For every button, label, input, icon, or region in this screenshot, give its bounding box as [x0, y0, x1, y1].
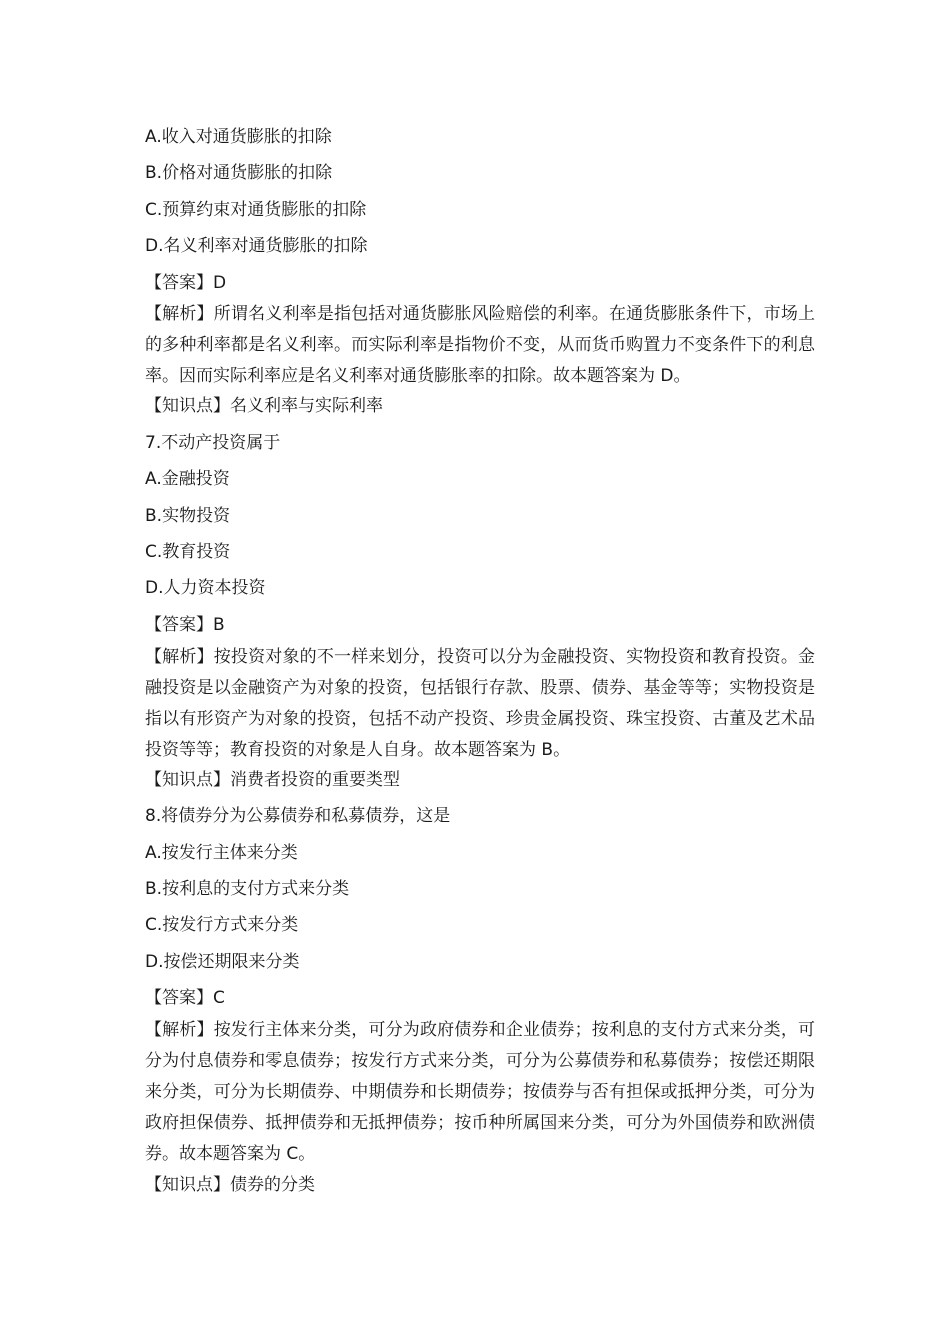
q7-option-a: A.金融投资	[145, 469, 230, 489]
q8-knowledge-point: 【知识点】债券的分类	[145, 1175, 315, 1195]
q7-answer: 【答案】B	[145, 615, 225, 635]
q7-question: 7.不动产投资属于	[145, 433, 281, 453]
q7-option-b: B.实物投资	[145, 506, 231, 526]
q7-option-c: C.教育投资	[145, 542, 231, 562]
q8-option-c: C.按发行方式来分类	[145, 915, 299, 935]
q8-answer: 【答案】C	[145, 988, 225, 1008]
q8-option-a: A.按发行主体来分类	[145, 843, 298, 863]
q7-analysis: 【解析】按投资对象的不一样来划分，投资可以分为金融投资、实物投资和教育投资。金融投资是以金融资产为对象的投资，包括银行存款、股票、债券、基金等等；实物投资是指以有形资产为对象的投资，包括不动产投资、珍贵金属投资、珠宝投资、古董及艺术品投资等等；教育投资的对象是人自身。故本题答案为 B。	[145, 647, 815, 760]
q8-analysis: 【解析】按发行主体来分类，可分为政府债券和企业债券；按利息的支付方式来分类，可分为付息债券和零息债券；按发行方式来分类，可分为公募债券和私募债券；按偿还期限来分类，可分为长期债券、中期债券和长期债券；按债券与否有担保或抵押分类，可分为政府担保债券、抵押债券和无抵押债券；按币种所属国来分类，可分为外国债券和欧洲债券。故本题答案为 C。	[145, 1020, 815, 1164]
q6-option-b: B.价格对通货膨胀的扣除	[145, 163, 333, 183]
q8-option-d: D.按偿还期限来分类	[145, 952, 300, 972]
q7-knowledge-point: 【知识点】消费者投资的重要类型	[145, 770, 400, 790]
q7-option-d: D.人力资本投资	[145, 578, 266, 598]
q6-knowledge-point: 【知识点】名义利率与实际利率	[145, 396, 383, 416]
q6-option-c: C.预算约束对通货膨胀的扣除	[145, 200, 367, 220]
q6-analysis: 【解析】所谓名义利率是指包括对通货膨胀风险赔偿的利率。在通货膨胀条件下，市场上的多种利率都是名义利率。而实际利率是指物价不变，从而货币购置力不变条件下的利息率。因而实际利率应是名义利率对通货膨胀率的扣除。故本题答案为 D。	[145, 304, 815, 386]
q8-option-b: B.按利息的支付方式来分类	[145, 879, 350, 899]
q6-answer: 【答案】D	[145, 273, 227, 293]
q6-option-a: A.收入对通货膨胀的扣除	[145, 127, 332, 147]
q8-question: 8.将债券分为公募债券和私募债券，这是	[145, 806, 451, 826]
q6-option-d: D.名义利率对通货膨胀的扣除	[145, 236, 368, 256]
